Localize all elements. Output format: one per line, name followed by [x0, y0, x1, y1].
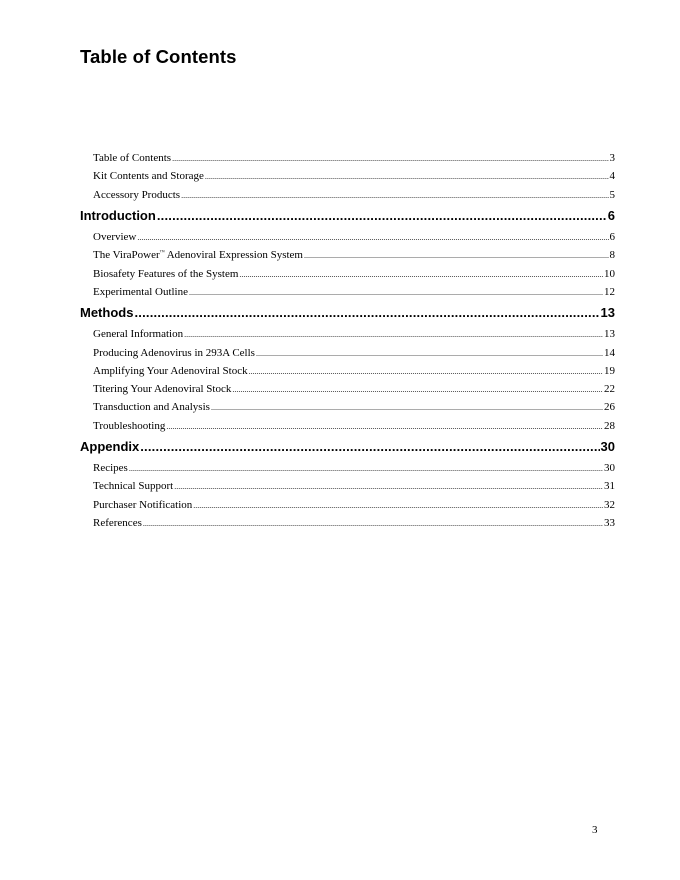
toc-entry-page: 32 [604, 499, 615, 511]
toc-entry-page: 4 [609, 170, 615, 182]
toc-entry-page: 10 [604, 268, 615, 280]
toc-entry-label: Accessory Products [93, 189, 181, 201]
toc-section-label: Appendix [80, 439, 140, 454]
dot-leader [304, 248, 609, 263]
dot-leader [157, 207, 607, 225]
dot-leader [184, 327, 603, 342]
toc-entry-table-of-contents[interactable] [93, 151, 615, 166]
toc-entry-label: Overview [93, 231, 137, 243]
toc-entry-kit-contents[interactable] [93, 169, 615, 184]
toc-section-methods[interactable] [80, 304, 615, 322]
dot-leader [181, 188, 608, 203]
toc-entry-label: Troubleshooting [93, 420, 166, 432]
dot-leader [239, 267, 603, 282]
dot-leader [189, 285, 603, 300]
toc-entry-label: Titering Your Adenoviral Stock [93, 383, 232, 395]
toc-entry-page: 14 [604, 347, 615, 359]
toc-entry-page: 31 [604, 480, 615, 492]
toc-entry-label: Recipes [93, 462, 128, 474]
dot-leader [232, 382, 603, 397]
toc-entry-experimental-outline[interactable] [93, 285, 615, 300]
dot-leader [129, 461, 603, 476]
toc-entry-recipes[interactable] [93, 461, 615, 476]
toc-entry-label: References [93, 517, 142, 529]
toc-entry-page: 28 [604, 420, 615, 432]
dot-leader [211, 400, 603, 415]
toc-entry-producing-adenovirus[interactable] [93, 346, 615, 361]
page-number: 3 [592, 824, 598, 836]
toc-entry-amplifying-stock[interactable] [93, 364, 615, 379]
toc-section-appendix[interactable] [80, 438, 615, 456]
toc-entry-label: Technical Support [93, 480, 174, 492]
toc-entry-biosafety[interactable] [93, 267, 615, 282]
toc-entry-page: 5 [609, 189, 615, 201]
dot-leader [172, 151, 608, 166]
dot-leader [140, 438, 599, 456]
toc-section-label: Methods [80, 305, 134, 320]
toc-section-introduction[interactable] [80, 207, 615, 225]
dot-leader [256, 346, 603, 361]
toc-entry-page: 13 [604, 328, 615, 340]
toc-entry-virapower-system[interactable] [93, 248, 615, 263]
toc-entry-titering-stock[interactable] [93, 382, 615, 397]
toc-entry-page: 6 [609, 231, 615, 243]
toc-entry-page: 26 [604, 401, 615, 413]
toc-entry-accessory-products[interactable] [93, 188, 615, 203]
toc-entry-label: Table of Contents [93, 152, 172, 164]
dot-leader [205, 169, 609, 184]
toc-entry-overview[interactable] [93, 230, 615, 245]
toc-section-label: Introduction [80, 208, 156, 223]
toc-entry-transduction[interactable] [93, 400, 615, 415]
dot-leader [137, 230, 608, 245]
toc-entry-label: Purchaser Notification [93, 499, 193, 511]
dot-leader [193, 498, 603, 513]
page-title: Table of Contents [80, 46, 237, 67]
toc-entry-page: 33 [604, 517, 615, 529]
toc-entry-page: 22 [604, 383, 615, 395]
toc-section-page: 6 [607, 208, 615, 223]
toc-entry-page: 3 [609, 152, 615, 164]
toc-entry-label: Kit Contents and Storage [93, 170, 204, 182]
toc-section-page: 13 [600, 305, 615, 320]
dot-leader [249, 364, 603, 379]
toc-entry-label: The ViraPower™ Adenoviral Expression System [93, 249, 303, 261]
dot-leader [143, 516, 603, 531]
dot-leader [166, 419, 603, 434]
toc-entry-label: Amplifying Your Adenoviral Stock [93, 365, 248, 377]
toc-entry-page: 19 [604, 365, 615, 377]
toc-entry-page: 30 [604, 462, 615, 474]
toc-entry-label: Experimental Outline [93, 286, 188, 298]
toc-entry-troubleshooting[interactable] [93, 419, 615, 434]
toc-section-page: 30 [600, 439, 615, 454]
toc-entry-references[interactable] [93, 516, 615, 531]
dot-leader [134, 304, 599, 322]
toc-entry-label: Biosafety Features of the System [93, 268, 239, 280]
toc-entry-general-information[interactable] [93, 327, 615, 342]
dot-leader [174, 479, 603, 494]
trademark-symbol: ™ [159, 250, 165, 256]
toc-entry-technical-support[interactable] [93, 479, 615, 494]
toc-entry-page: 8 [609, 249, 615, 261]
toc-entry-label: Transduction and Analysis [93, 401, 210, 413]
toc-entry-page: 12 [604, 286, 615, 298]
toc-entry-label: General Information [93, 328, 184, 340]
toc-entry-purchaser-notification[interactable] [93, 498, 615, 513]
toc-entry-label: Producing Adenovirus in 293A Cells [93, 347, 255, 359]
